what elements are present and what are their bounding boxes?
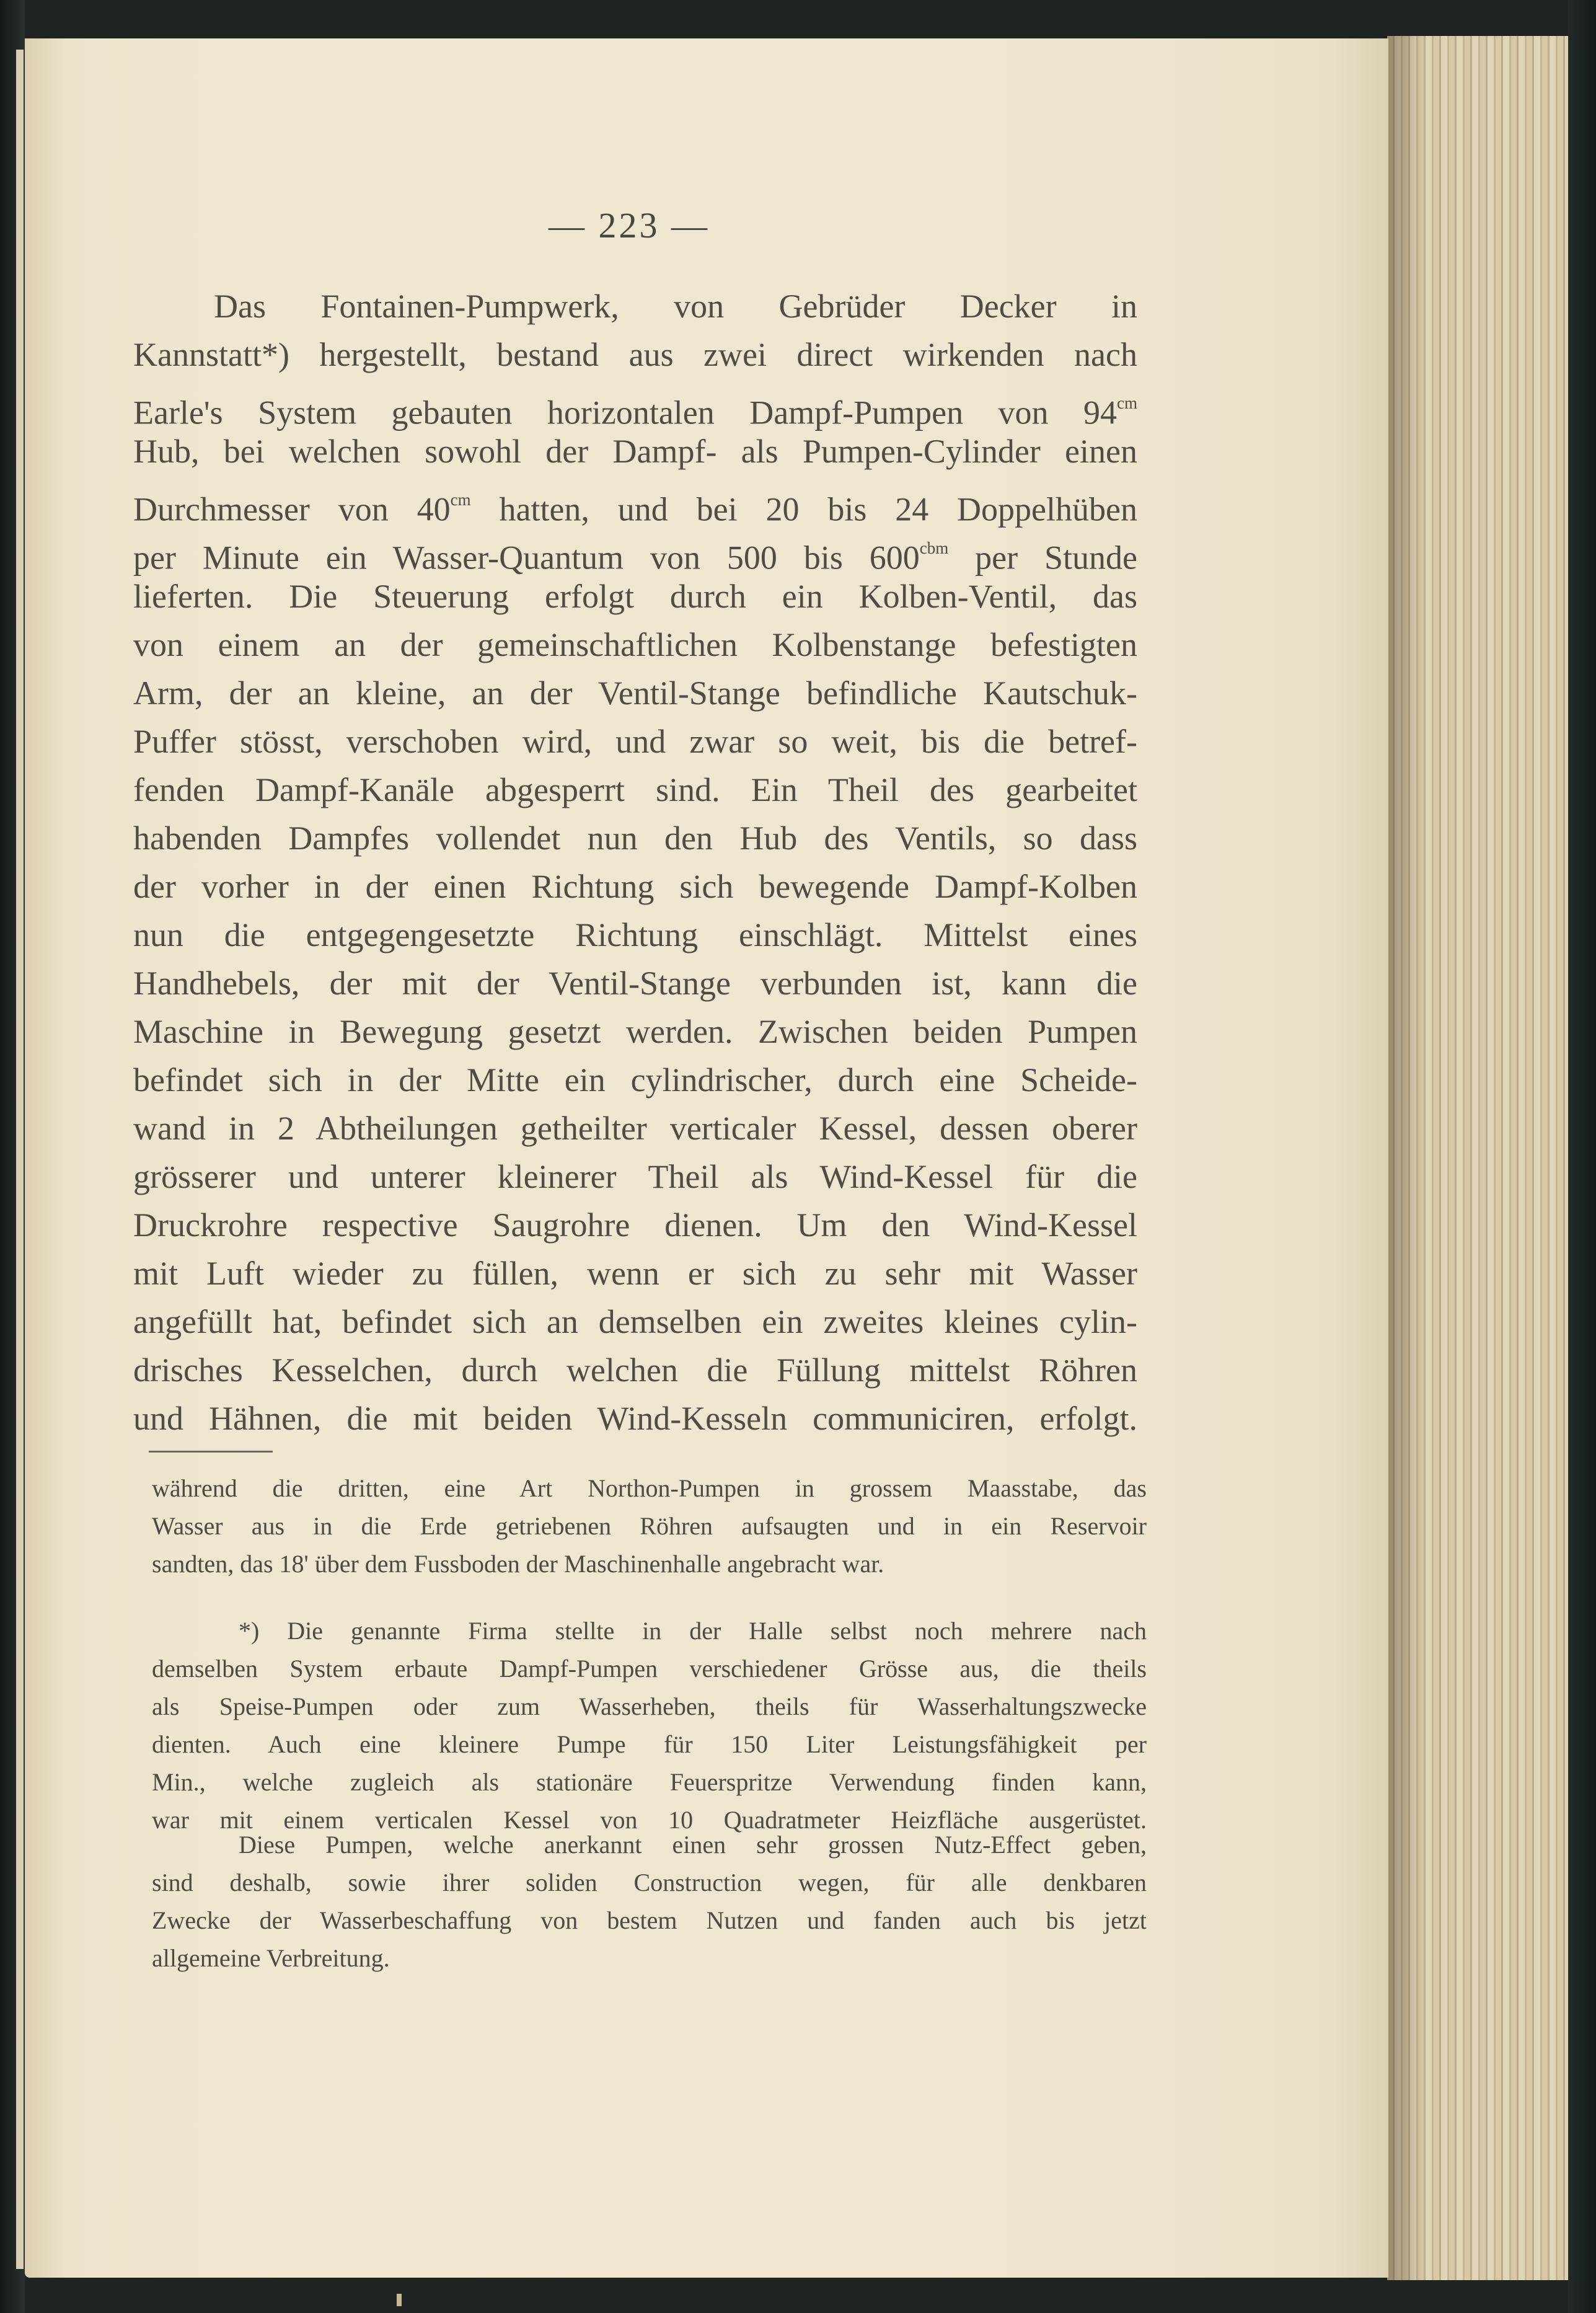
gutter-shadow — [1387, 36, 1424, 2280]
text-line: habenden Dampfes vollendet nun den Hub des Ventils, so dass — [133, 820, 1137, 857]
text-line: wand in 2 Abtheilungen getheilter verticaler Kessel, dessen oberer — [133, 1110, 1137, 1147]
footnote-line: als Speise-Pumpen oder zum Wasserheben, theils für Wasserhaltungszwecke — [152, 1692, 1147, 1720]
text-line: per Minute ein Wasser-Quantum von 500 bis $600^{cbm}$ per Stunde — [133, 539, 1137, 577]
text-line: Kannstatt*) hergestellt, bestand aus zwei direct wirkenden nach — [133, 336, 1137, 373]
text-line: der vorher in der einen Richtung sich bewegende Dampf-Kolben — [133, 868, 1137, 905]
text-line: angefüllt hat, befindet sich an demselben ein zweites kleines cylin- — [133, 1303, 1137, 1340]
footnote-line: sandten, das 18' über dem Fussboden der Maschinenhalle angebracht war. — [152, 1550, 884, 1578]
page-number: — 223 — — [549, 205, 710, 245]
footnote-line: *) Die genannte Firma stellte in der Halle selbst noch mehrere nach — [239, 1617, 1147, 1645]
main-paragraph — [133, 282, 1137, 1443]
text-line: nun die entgegengesetzte Richtung einschlägt. Mittelst eines — [133, 916, 1137, 953]
right-cover-edge — [1568, 0, 1596, 2313]
footnote-line: Diese Pumpen, welche anerkannt einen sehr grossen Nutz-Effect geben, — [239, 1831, 1147, 1859]
text-line: Das Fontainen-Pumpwerk, von Gebrüder Decker in — [214, 288, 1137, 325]
footnote-closing — [152, 1826, 1147, 1977]
footnote-line: demselben System erbaute Dampf-Pumpen verschiedener Grösse aus, die theils — [152, 1655, 1147, 1683]
text-line: befindet sich in der Mitte ein cylindrischer, durch eine Scheide- — [133, 1061, 1137, 1099]
footnote-line: Min., welche zugleich als stationäre Feuerspritze Verwendung finden kann, — [152, 1768, 1147, 1796]
unit-superscript: cm — [1117, 394, 1137, 412]
text-line: von einem an der gemeinschaftlichen Kolbenstange befestigten — [133, 626, 1137, 663]
footnote-line: Wasser aus in die Erde getriebenen Röhren aufsaugten und in ein Reservoir — [152, 1512, 1147, 1540]
footnote-star — [152, 1612, 1147, 1839]
footnote-line: Zwecke der Wasserbeschaffung von bestem Nutzen und fanden auch bis jetzt — [152, 1906, 1147, 1934]
footnote-line: allgemeine Verbreitung. — [152, 1944, 390, 1972]
text-line: lieferten. Die Steuerung erfolgt durch ein Kolben-Ventil, das — [133, 578, 1137, 615]
text-line: drisches Kesselchen, durch welchen die Füllung mittelst Röhren — [133, 1351, 1137, 1389]
text-line: Handhebels, der mit der Ventil-Stange verbunden ist, kann die — [133, 965, 1137, 1002]
text-line: grösserer und unterer kleinerer Theil als Wind-Kessel für die — [133, 1158, 1137, 1195]
facing-page-edge — [16, 50, 24, 2269]
text-line: Druckrohre respective Saugrohre dienen. Um den Wind-Kessel — [133, 1206, 1137, 1244]
footnote-rule — [149, 1451, 273, 1453]
text-line: Maschine in Bewegung gesetzt werden. Zwischen beiden Pumpen — [133, 1013, 1137, 1050]
footnote-line: war mit einem verticalen Kessel von 10 Quadratmeter Heizfläche ausgerüstet. — [152, 1806, 1147, 1834]
text-line: mit Luft wieder zu füllen, wenn er sich zu sehr mit Wasser — [133, 1255, 1137, 1292]
text-line: Durchmesser von $40^{cm}$ hatten, und bei 20 bis 24 Doppelhüben — [133, 490, 1137, 528]
text-line: Earle's System gebauten horizontalen Dampf-Pumpen von $94^{cm}$ — [133, 394, 1137, 431]
text-line: Arm, der an kleine, an der Ventil-Stange befindliche Kautschuk- — [133, 674, 1137, 712]
unit-superscript: cm — [450, 490, 471, 509]
footnote-continuation — [152, 1469, 1147, 1583]
text-line: und Hähnen, die mit beiden Wind-Kesseln communiciren, erfolgt. — [133, 1400, 1137, 1437]
text-line: Puffer stösst, verschoben wird, und zwar so weit, bis die betref- — [133, 723, 1137, 760]
footnote-line: während die dritten, eine Art Northon-Pumpen in grossem Maasstabe, das — [152, 1474, 1147, 1502]
text-line: Hub, bei welchen sowohl der Dampf- als Pumpen-Cylinder einen — [133, 433, 1137, 470]
bookmark-thread — [397, 2294, 402, 2306]
footnote-line: sind deshalb, sowie ihrer soliden Construction wegen, für alle denkbaren — [152, 1869, 1147, 1896]
unit-superscript: cbm — [919, 539, 949, 557]
text-line: fenden Dampf-Kanäle abgesperrt sind. Ein Theil des gearbeitet — [133, 771, 1137, 808]
footnote-line: dienten. Auch eine kleinere Pumpe für 150 Liter Leistungsfähigkeit per — [152, 1730, 1147, 1758]
